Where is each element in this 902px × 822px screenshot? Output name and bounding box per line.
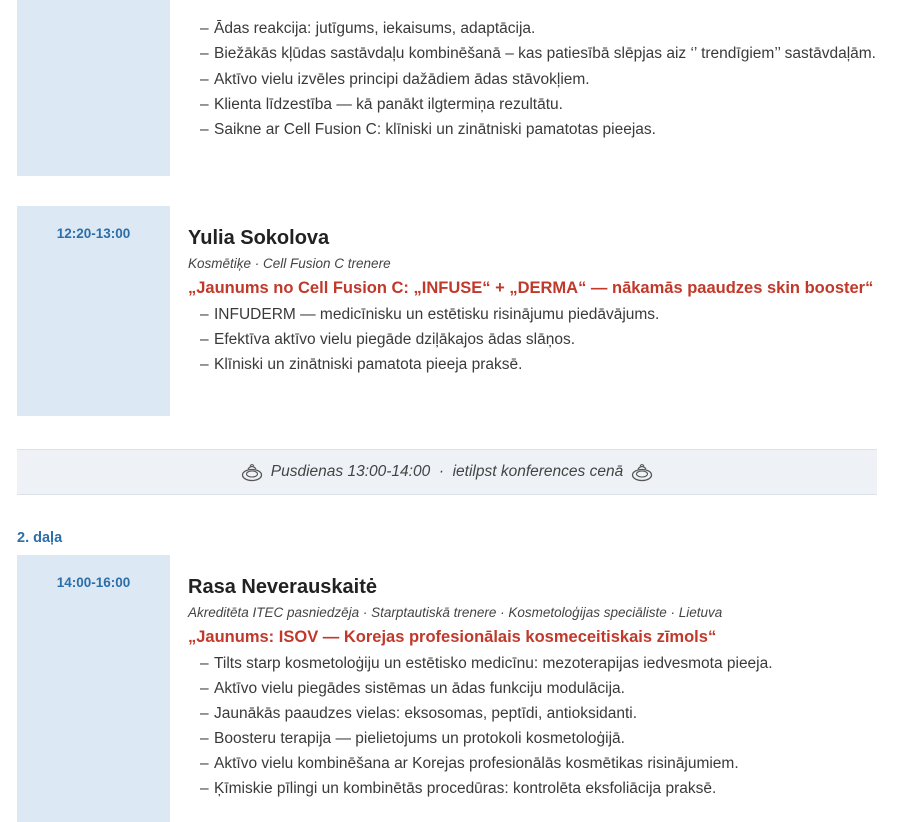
agenda-row-3: [17, 555, 877, 822]
topic-list: [188, 651, 878, 801]
list-item: – Biežākās kļūdas sastāvdaļu kombinēšanā – kas patiesībā slēpjas aiz ‘’ trendīgiem’’ sastāvdaļām.: [200, 45, 876, 62]
time-column: [17, 0, 170, 176]
list-item: – INFUDERM — medicīnisku un estētisku risinājumu piedāvājums.: [200, 306, 660, 323]
list-item: – Efektīva aktīvo vielu piegāde dziļākajos ādas slāņos.: [200, 331, 576, 348]
lunch-text: Pusdienas 13:00-14:00 · ietilpst konferences cenā: [270, 463, 624, 480]
plate-icon: [241, 462, 263, 482]
list-item: – Ķīmiskie pīlingi un kombinētās procedūras: kontrolēta eksfoliācija praksē.: [200, 780, 717, 797]
session-content: [188, 16, 878, 142]
section-label: 2. daļa: [17, 530, 63, 546]
list-item: – Aktīvo vielu izvēles principi dažādiem ādas stāvokļiem.: [200, 71, 590, 88]
plate-icon: [631, 462, 653, 482]
speaker-role: Kosmētiķe · Cell Fusion C trenere: [188, 256, 391, 271]
session-topic: „Jaunums no Cell Fusion C: „INFUSE“ + „DERMA“ — nākamās paaudzes skin booster“: [188, 279, 874, 297]
session-time: 12:20-13:00: [17, 206, 170, 416]
list-item: – Klienta līdzestība — kā panākt ilgtermiņa rezultātu.: [200, 96, 563, 113]
lunch-banner: [17, 449, 877, 495]
list-item: – Ādas reakcija: jutīgums, iekaisums, adaptācija.: [200, 20, 536, 37]
list-item: – Saikne ar Cell Fusion C: klīniski un zinātniski pamatotas pieejas.: [200, 121, 656, 138]
session-time: 14:00-16:00: [17, 555, 170, 822]
list-item: – Boosteru terapija — pielietojums un protokoli kosmetoloģijā.: [200, 730, 625, 747]
agenda-row-1: [17, 0, 877, 176]
speaker-role: Akreditēta ITEC pasniedzēja · Starptautiskā trenere · Kosmetoloģijas speciāliste · Lietuva: [188, 605, 723, 620]
session-content: [188, 574, 878, 801]
list-item: – Tilts starp kosmetoloģiju un estētisko medicīnu: mezoterapijas iedvesmota pieeja.: [200, 655, 773, 672]
list-item: – Klīniski un zinātniski pamatota pieeja praksē.: [200, 356, 523, 373]
topic-list: [188, 16, 878, 142]
list-item: – Jaunākās paaudzes vielas: eksosomas, peptīdi, antioksidanti.: [200, 705, 638, 722]
topic-list: [188, 302, 878, 377]
speaker-name: Yulia Sokolova: [188, 227, 330, 249]
list-item: – Aktīvo vielu piegādes sistēmas un ādas funkciju modulācija.: [200, 680, 625, 697]
session-content: [188, 225, 878, 377]
agenda-row-2: [17, 206, 877, 416]
session-topic: „Jaunums: ISOV — Korejas profesionālais kosmeceitiskais zīmols“: [188, 628, 717, 646]
speaker-name: Rasa Neverauskaitė: [188, 576, 378, 598]
list-item: – Aktīvo vielu kombinēšana ar Korejas profesionālās kosmētikas risinājumiem.: [200, 755, 739, 772]
